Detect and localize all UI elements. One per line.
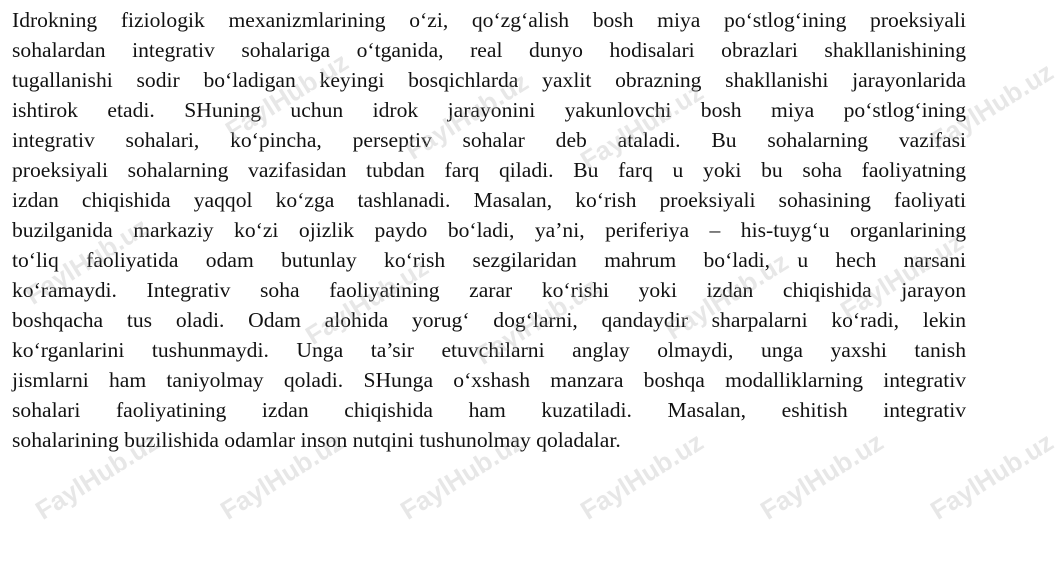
watermark: FaylHub.uz <box>220 46 354 146</box>
text-line: sohalari faoliyatining izdan chiqishida ham kuzatiladi. Masalan, eshitish integrativ <box>12 398 966 422</box>
watermark: FaylHub.uz <box>400 66 534 166</box>
watermark: FaylHub.uz <box>575 76 709 176</box>
text-line: tugallanishi sodir bo‘ladigan keyingi bosqichlarda yaxlit obrazning shakllanishi jarayonlarida <box>12 68 966 92</box>
watermark: FaylHub.uz <box>300 251 434 351</box>
text-line: ko‘rganlarini tushunmaydi. Unga ta’sir etuvchilarni anglay olmaydi, unga yaxshi tanish <box>12 338 966 362</box>
watermark: FaylHub.uz <box>575 426 709 526</box>
watermark: FaylHub.uz <box>755 426 889 526</box>
body-paragraph <box>12 5 966 455</box>
watermark: FaylHub.uz <box>395 426 529 526</box>
text-line: Idrokning fiziologik mexanizmlarining o‘zi, qo‘zg‘alish bosh miya po‘stlog‘ining proeksiyali <box>12 8 966 32</box>
text-line: to‘liq faoliyatida odam butunlay ko‘rish sezgilaridan mahrum bo‘ladi, u hech narsani <box>12 248 966 272</box>
text-line: buzilganida markaziy ko‘zi ojizlik paydo bo‘ladi, ya’ni, periferiya – his-tuyg‘u organlarining <box>12 218 966 242</box>
watermark: FaylHub.uz <box>215 426 349 526</box>
watermark: FaylHub.uz <box>30 426 164 526</box>
text-line: sohalarining buzilishida odamlar inson nutqini tushunolmay qoladalar. <box>12 428 621 452</box>
watermark: FaylHub.uz <box>20 211 154 311</box>
watermark: FaylHub.uz <box>925 56 1059 156</box>
text-line: ko‘ramaydi. Integrativ soha faoliyatining zarar ko‘rishi yoki izdan chiqishida jarayon <box>12 278 966 302</box>
text-line: sohalardan integrativ sohalariga o‘tganida, real dunyo hodisalari obrazlari shakllanishining <box>12 38 966 62</box>
watermark: FaylHub.uz <box>835 226 969 326</box>
text-line: boshqacha tus oladi. Odam alohida yorug‘ dog‘larni, qandaydir sharpalarni ko‘radi, lekin <box>12 308 966 332</box>
watermark: FaylHub.uz <box>660 246 794 346</box>
text-line: jismlarni ham taniyolmay qoladi. SHunga o‘xshash manzara boshqa modalliklarning integrativ <box>12 368 966 392</box>
text-line: integrativ sohalari, ko‘pincha, perseptiv sohalar deb ataladi. Bu sohalarning vazifasi <box>12 128 966 152</box>
watermark: FaylHub.uz <box>925 426 1059 526</box>
watermark: FaylHub.uz <box>470 271 604 371</box>
text-line: ishtirok etadi. SHuning uchun idrok jarayonini yakunlovchi bosh miya po‘stlog‘ining <box>12 98 966 122</box>
text-line: proeksiyali sohalarning vazifasidan tubdan farq qiladi. Bu farq u yoki bu soha faoliyatning <box>12 158 966 182</box>
text-line: izdan chiqishida yaqqol ko‘zga tashlanadi. Masalan, ko‘rish proeksiyali sohasining faoliyati <box>12 188 966 212</box>
